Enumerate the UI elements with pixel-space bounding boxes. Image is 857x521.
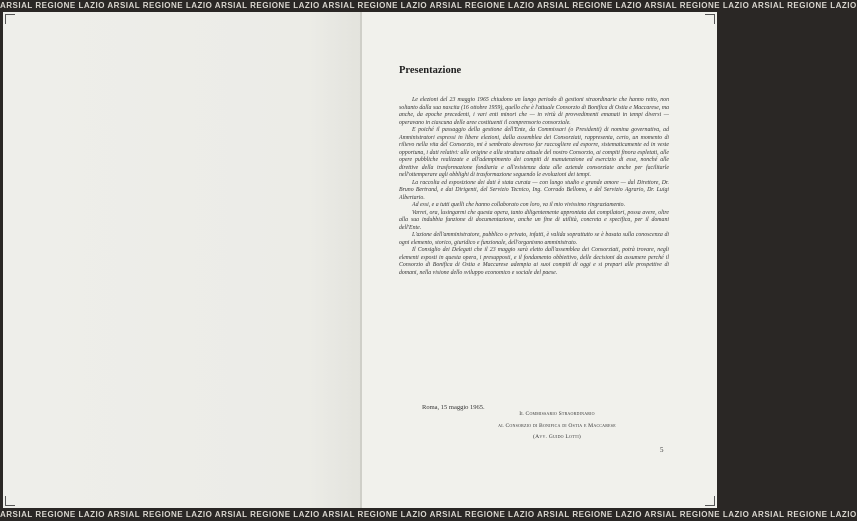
right-page [362, 12, 717, 508]
crop-mark-icon [705, 496, 715, 506]
paragraph: Ad essi, e a tutti quelli che hanno collaborato con loro, va il mio vivissimo ringraziamento. [412, 202, 626, 208]
signature-role: Il Commissario Straordinario [519, 411, 595, 417]
page-number: 5 [660, 446, 664, 454]
dateline: Roma, 15 maggio 1965. [422, 404, 485, 411]
paragraph: Il Consiglio dei Delegati che il 23 maggio sarà eletto dall'assemblea dei Consorziati, potrà trovare, negli elementi esposti in questa opera, i presupposti, e il fondamento obbiettivo, delle decisioni da assumere perché il Consorzio di Bonifica di Ostia e Maccarese adempia ai suoi compiti di oggi e si prepari alle prospettive di domani, nella visione dello sviluppo economico e sociale del paese. [399, 247, 669, 276]
paragraph: L'azione dell'amministratore, pubblico o privato, infatti, è valida soprattutto se è basata sulla conoscenza di ogni elemento, storico, giuridico e funzionale, dell'organismo amministrato. [399, 232, 669, 246]
watermark-bottom: ARSIAL REGIONE LAZIO ARSIAL REGIONE LAZIO ARSIAL REGIONE LAZIO ARSIAL REGIONE LAZIO ARSIAL REGIONE LAZIO ARSIAL REGIONE LAZIO ARSIAL REGIONE LAZIO ARSIAL REGIONE LAZIO [0, 510, 857, 519]
paragraph: Varrei, ora, lusingarmi che questa opera, tanto diligentemente approntata dai compilatori, possa avere, oltre alla sua indubbia funzione di documentazione, anche un fine di utilità, concreta e specifica, per il domani dell'Ente. [399, 209, 669, 231]
signature-name: (Avv. Guido Lotti) [533, 434, 581, 440]
left-page [3, 12, 361, 508]
paragraph: E poiché il passaggio della gestione dell'Ente, da Commissari (o Presidenti) di nomina governativa, ad Amministratori espressi in libere elezioni, dalla assemblea dei Consorziati, rappresenta, certo, un momento di rilievo nella vita del Consorzio, mi è sembrato doveroso far raccogliere ed esporre, sistematicamente ed in veste opportuna, i dati relativi: alle origine e alla struttura attuale del nostro Consorzio, ai compiti finora espletati, alle opere pubbliche realizzate e all'adempimento dei compiti di manutenzione ed esercizio di esse, nonché alle direttive della trasformazione fondiaria e all'esistenza data alle aziende consorziate anche per facilitarle nell'ottemperare agli obblighi di trasformazione seguendo le evoluzioni dei tempi. [399, 127, 669, 178]
presentation-body [399, 97, 669, 277]
crop-mark-icon [5, 496, 15, 506]
watermark-top: ARSIAL REGIONE LAZIO ARSIAL REGIONE LAZIO ARSIAL REGIONE LAZIO ARSIAL REGIONE LAZIO ARSIAL REGIONE LAZIO ARSIAL REGIONE LAZIO ARSIAL REGIONE LAZIO ARSIAL REGIONE LAZIO [0, 1, 857, 10]
book-spread [3, 12, 717, 508]
paragraph: La raccolta ed esposizione dei dati è stata curata — con lungo studio e grande amore — dal Direttore, Dr. Bruno Bertrand, e dai Dirigenti, del Servizio Tecnico, Ing. Corrado Bellomo, e del Servizio Agrario, Dr. Luigi Albertario. [399, 179, 669, 201]
signature-organization: al Consorzio di Bonifica di Ostia e Maccarese [498, 422, 616, 429]
signature-block [462, 409, 652, 444]
page-title: Presentazione [399, 65, 462, 76]
paragraph: Le elezioni del 23 maggio 1965 chiudono un lungo periodo di gestioni straordinarie che hanno retto, non soltanto dalla sua nascita (16 ottobre 1959), quello che è l'attuale Consorzio di Bonifica di Ostia e Maccarese, ma anche, da epoche precedenti, i vari enti minori che — in virtù di provvedimenti emanati in tempi diversi — operavano in ciascuna delle aree costituenti il comprensorio consorziale. [399, 97, 669, 126]
crop-mark-icon [5, 14, 15, 24]
crop-mark-icon [705, 14, 715, 24]
